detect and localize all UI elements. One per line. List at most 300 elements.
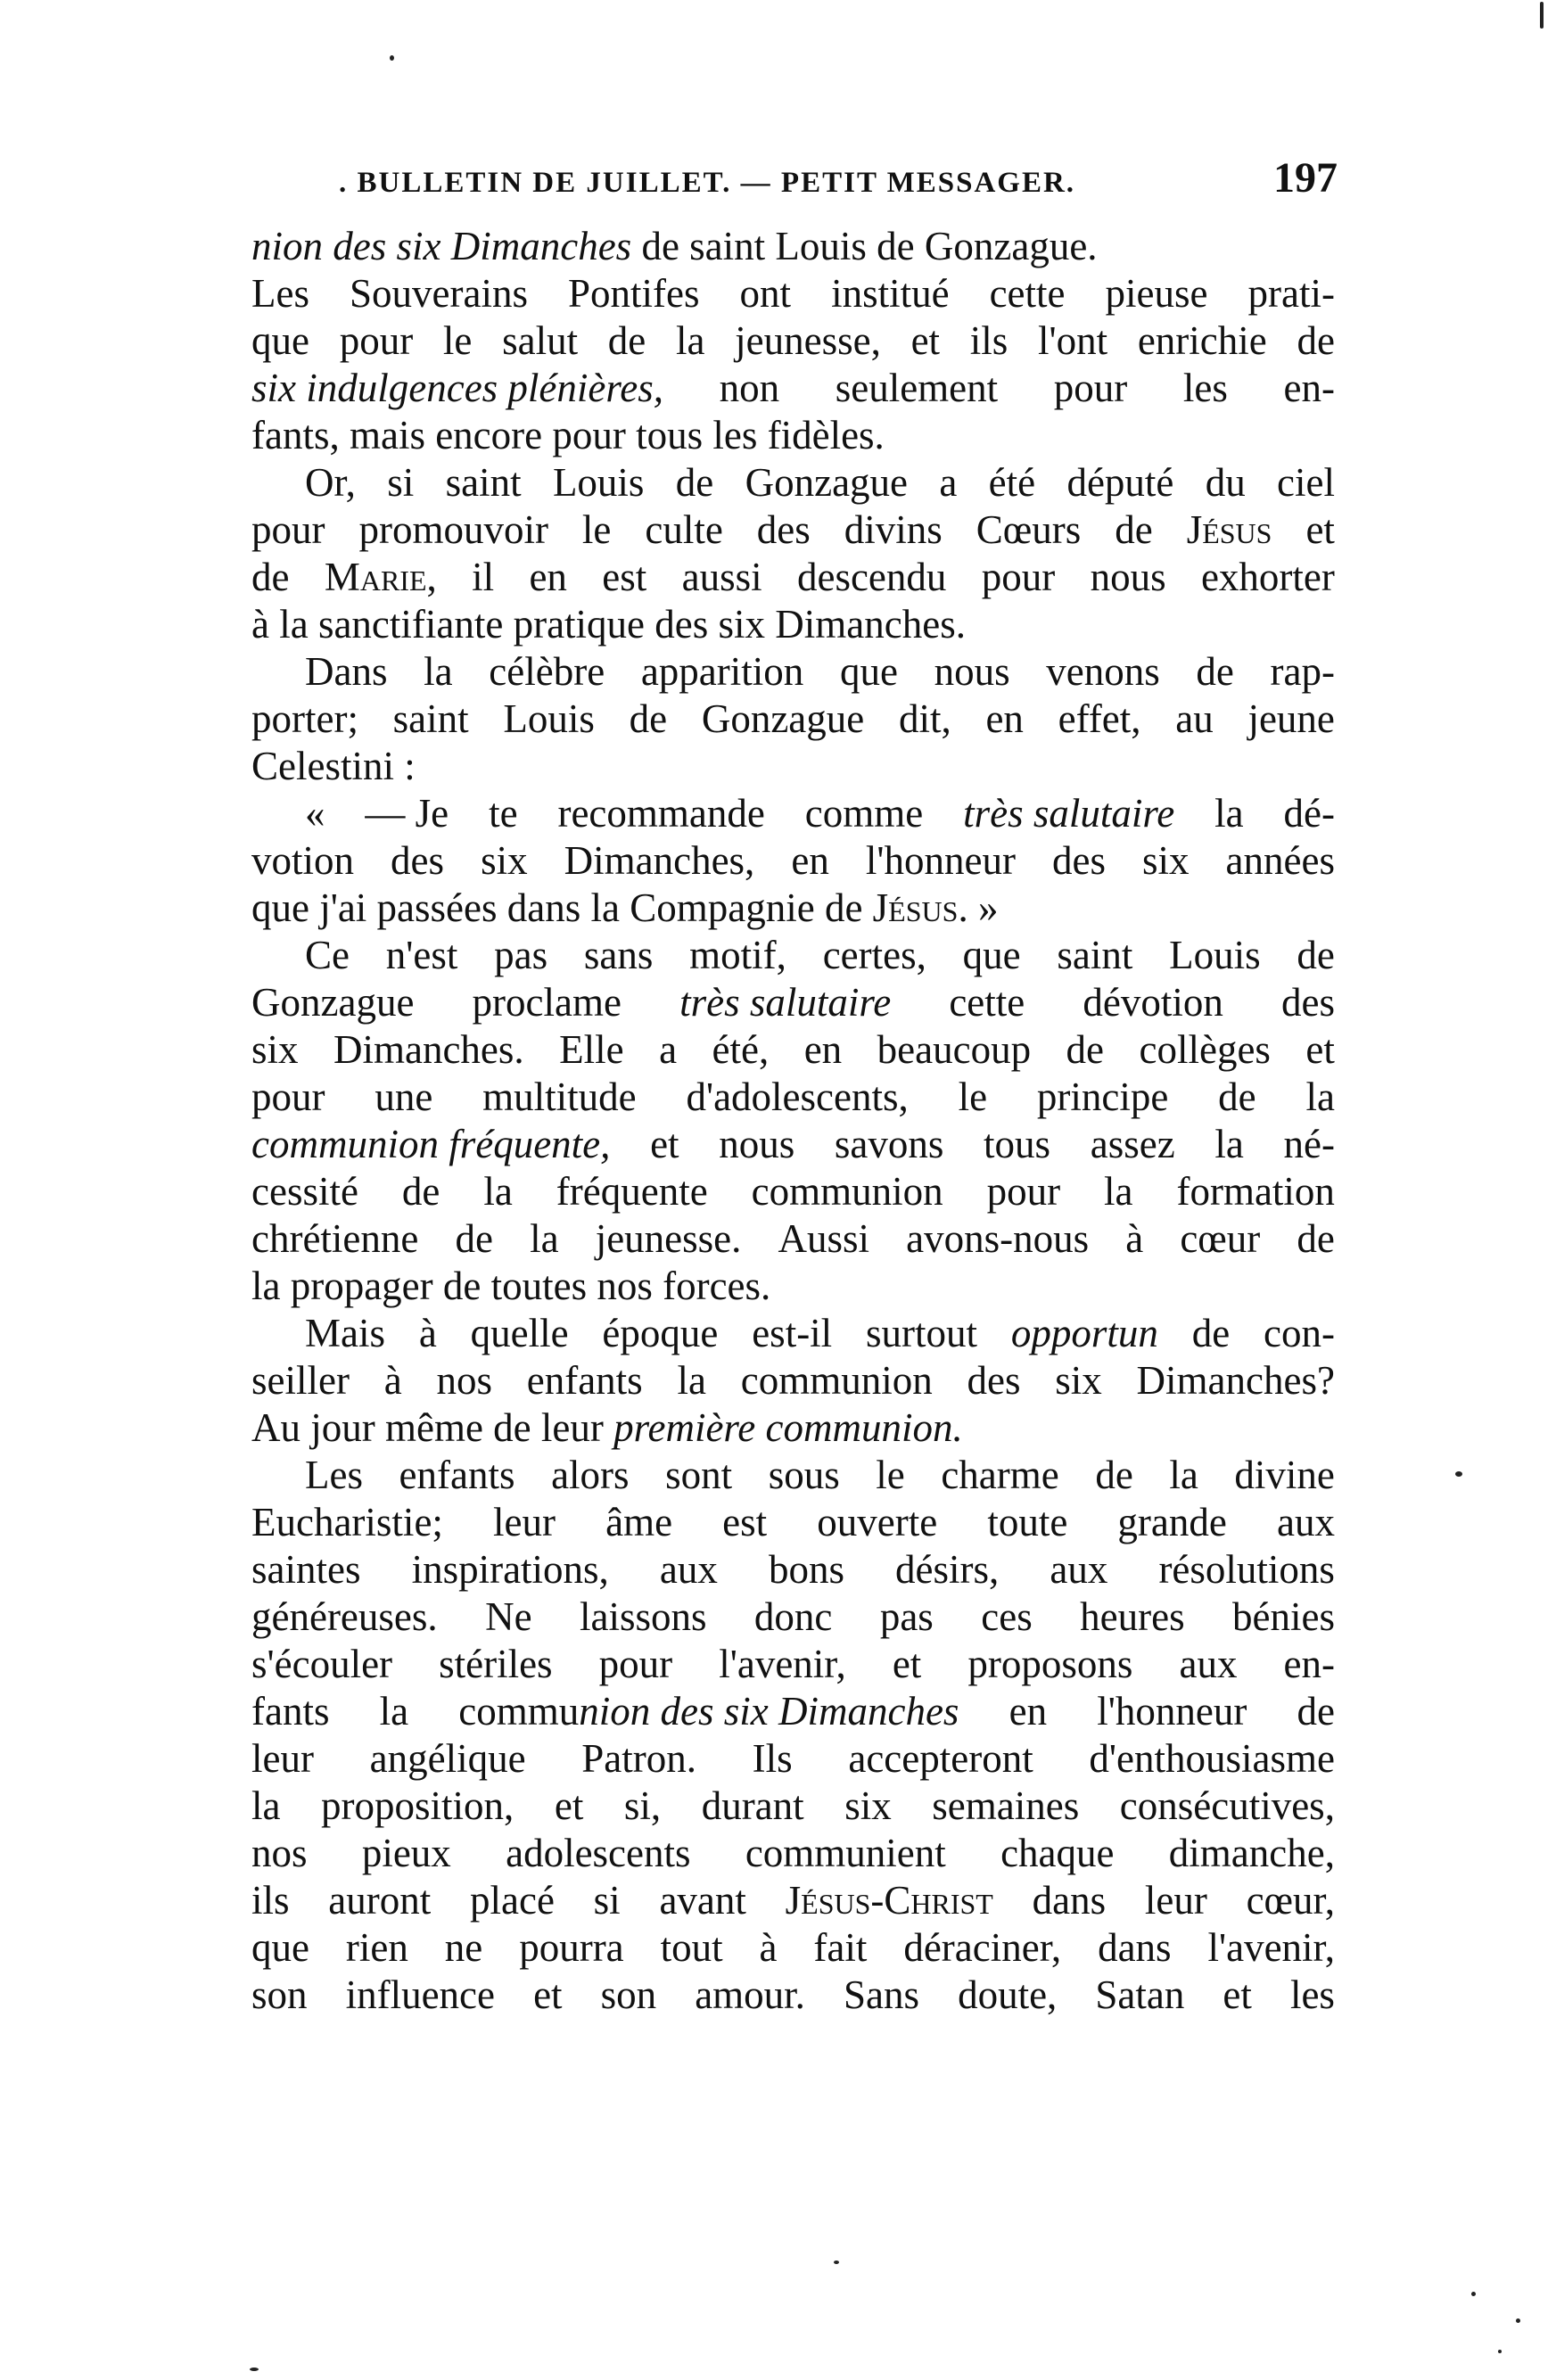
word: nos <box>251 1831 308 1875</box>
page-number: 197 <box>1273 154 1338 202</box>
word: dimanche, <box>1168 1831 1335 1875</box>
text-line <box>251 790 1335 837</box>
word: de <box>1196 649 1234 694</box>
word: la <box>379 1689 409 1734</box>
word: proposition, <box>321 1783 515 1828</box>
word: de <box>1066 1027 1105 1072</box>
word: célèbre <box>489 649 605 694</box>
text-line <box>251 837 1335 885</box>
text-line <box>251 648 1335 696</box>
word: fants <box>251 1689 330 1734</box>
word: si, <box>623 1783 662 1828</box>
word: dit, <box>898 696 951 741</box>
word: con- <box>1264 1311 1335 1355</box>
word: venons <box>1046 649 1160 694</box>
word: multitude <box>482 1075 637 1119</box>
word: son <box>600 1972 657 2017</box>
word: Sans <box>843 1972 919 2017</box>
word: nos <box>436 1358 492 1403</box>
word: désirs, <box>895 1547 1000 1592</box>
word: placé <box>470 1878 555 1923</box>
word: Satan <box>1095 1972 1185 2017</box>
word: tout <box>660 1925 723 1970</box>
word: en <box>529 555 567 599</box>
word: aux <box>1050 1547 1108 1592</box>
word: Patron. <box>581 1736 696 1781</box>
word: leur <box>493 1500 556 1544</box>
word: des <box>967 1358 1021 1403</box>
word: d'adolescents, <box>686 1075 909 1119</box>
word: principe <box>1036 1075 1169 1119</box>
word: nous <box>719 1122 795 1166</box>
word: de <box>1095 1453 1133 1497</box>
word: de <box>1218 1075 1256 1119</box>
word: formation <box>1176 1169 1335 1214</box>
word: tous <box>984 1122 1051 1166</box>
text-line <box>251 554 1335 601</box>
text-line <box>251 932 1335 979</box>
word: Gonzague <box>745 460 909 505</box>
word: avons-nous <box>906 1216 1090 1261</box>
word: du <box>1205 460 1246 505</box>
text-line <box>251 1877 1335 1924</box>
word: que <box>839 649 898 694</box>
word: le <box>581 507 612 552</box>
word: l'ont <box>1037 318 1108 363</box>
text-line <box>251 412 1335 459</box>
text-line <box>251 1641 1335 1688</box>
word: toute <box>987 1500 1068 1544</box>
word: de <box>401 1169 440 1214</box>
word: communient <box>745 1831 946 1875</box>
scan-speck <box>1471 2292 1476 2296</box>
word: comme <box>804 791 924 836</box>
word: à <box>418 1311 437 1355</box>
word: et <box>1305 1027 1335 1072</box>
word: six indulgences plénières, <box>251 366 663 410</box>
word: semaines <box>932 1783 1080 1828</box>
word: si <box>593 1878 621 1923</box>
word: déraciner, <box>903 1925 1062 1970</box>
word: communion <box>740 1358 933 1403</box>
word: la <box>251 1783 281 1828</box>
word: descendu <box>796 555 947 599</box>
text-line <box>251 1404 1335 1452</box>
word: ne <box>444 1925 483 1970</box>
word: âme <box>605 1500 673 1544</box>
word: à <box>759 1925 778 1970</box>
word: Dimanches, <box>564 838 755 883</box>
word: à <box>383 1358 402 1403</box>
word: donc <box>753 1594 833 1639</box>
word: Or, <box>305 460 356 505</box>
text-line <box>251 1783 1335 1830</box>
word: certes, <box>822 933 926 977</box>
word: fants, mais encore pour tous les fidèles. <box>251 413 885 457</box>
word: amour. <box>695 1972 805 2017</box>
word: six <box>844 1783 892 1828</box>
word: est-il <box>752 1311 833 1355</box>
word: exhorter <box>1200 555 1335 599</box>
word: à <box>1125 1216 1144 1261</box>
word: son <box>251 1972 308 2017</box>
word: auront <box>328 1878 432 1923</box>
word: stériles <box>439 1642 553 1686</box>
text-line <box>251 1357 1335 1404</box>
word: Ils <box>752 1736 793 1781</box>
word: dans <box>1032 1878 1107 1923</box>
word: époque <box>602 1311 719 1355</box>
word: des <box>756 507 811 552</box>
word: adolescents <box>506 1831 691 1875</box>
word: six <box>1055 1358 1102 1403</box>
word: de <box>607 318 646 363</box>
word: des <box>1051 838 1106 883</box>
word: ciel <box>1277 460 1335 505</box>
word: porter; <box>251 696 358 741</box>
word: rap- <box>1270 649 1335 694</box>
word: Dimanches. <box>333 1027 524 1072</box>
word: Pontifes <box>568 271 700 316</box>
word: Aussi <box>778 1216 870 1261</box>
word: enfants <box>526 1358 643 1403</box>
word: jeunesse. <box>595 1216 742 1261</box>
word: la <box>530 1216 559 1261</box>
word: non <box>719 366 780 410</box>
word: et <box>533 1972 563 2017</box>
word: influence <box>345 1972 495 2017</box>
word: Au jour même de leur première communion. <box>251 1405 963 1450</box>
word: de <box>251 555 290 599</box>
word: charme <box>941 1453 1059 1497</box>
text-line <box>251 1074 1335 1121</box>
word: de <box>1297 933 1335 977</box>
scan-speck <box>1498 2350 1502 2353</box>
word: en- <box>1283 366 1335 410</box>
word: durant <box>701 1783 804 1828</box>
word: « <box>305 791 325 836</box>
word: de <box>629 696 668 741</box>
word: de <box>455 1216 493 1261</box>
word: pas <box>879 1594 934 1639</box>
word: communion fréquente, <box>251 1122 611 1166</box>
body-text <box>251 223 1335 2019</box>
word: et <box>1223 1972 1252 2017</box>
word: ils <box>251 1878 290 1923</box>
word: pieuse <box>1105 271 1208 316</box>
word: Louis <box>552 460 645 505</box>
word: de <box>1297 1689 1335 1734</box>
word: la <box>1104 1169 1133 1214</box>
word: pourra <box>519 1925 624 1970</box>
word: une <box>375 1075 433 1119</box>
word: le <box>442 318 473 363</box>
word: Mais <box>305 1311 385 1355</box>
word: la <box>677 1358 706 1403</box>
text-line <box>251 459 1335 506</box>
text-line <box>251 1499 1335 1546</box>
word: en <box>1009 1689 1048 1734</box>
word: de <box>1191 1311 1231 1355</box>
word: et <box>1305 507 1335 552</box>
text-line <box>251 1121 1335 1168</box>
word: cette <box>949 980 1025 1025</box>
text-line <box>251 1972 1335 2019</box>
word: ces <box>981 1594 1033 1639</box>
word: la <box>1214 791 1244 836</box>
word: effet, <box>1058 696 1141 741</box>
word: en <box>985 696 1024 741</box>
word: la <box>483 1169 513 1214</box>
word: six <box>481 838 528 883</box>
word: leur <box>251 1736 314 1781</box>
word: motif, <box>689 933 786 977</box>
word: très salutaire <box>679 980 892 1025</box>
scan-speck <box>1516 2318 1520 2323</box>
word: Gonzague <box>701 696 865 741</box>
word: avant <box>659 1878 746 1923</box>
word: Jésus <box>1186 507 1272 552</box>
word: l'avenir, <box>719 1642 846 1686</box>
word: fait <box>813 1925 868 1970</box>
word: collèges <box>1139 1027 1271 1072</box>
word: l'avenir, <box>1207 1925 1335 1970</box>
word: des <box>1280 980 1335 1025</box>
text-line <box>251 1026 1335 1074</box>
word: opportun <box>1010 1311 1158 1355</box>
word: la <box>1214 1122 1244 1166</box>
word: nion des six Dimanches de saint Louis de Gonzague. <box>251 224 1098 268</box>
word: et <box>892 1642 922 1686</box>
word: inspirations, <box>411 1547 609 1592</box>
word: pas <box>494 933 548 977</box>
word: à la sanctifiante pratique des six Dimanches. <box>251 602 966 646</box>
word: et <box>650 1122 679 1166</box>
text-line <box>251 1215 1335 1263</box>
word: seiller <box>251 1358 350 1403</box>
word: ouverte <box>817 1500 938 1544</box>
word: apparition <box>640 649 804 694</box>
word: de <box>1115 507 1153 552</box>
text-line <box>251 979 1335 1026</box>
text-line <box>251 1546 1335 1594</box>
word: Les <box>251 271 309 316</box>
word: ils <box>969 318 1009 363</box>
word: que <box>962 933 1021 977</box>
word: Louis <box>503 696 595 741</box>
word: Eucharistie; <box>251 1500 443 1544</box>
text-line <box>251 743 1335 790</box>
word: si <box>387 460 415 505</box>
word: dévotion <box>1083 980 1223 1025</box>
word: de <box>1297 318 1335 363</box>
word: Ce <box>305 933 350 977</box>
word: né- <box>1283 1122 1335 1166</box>
word: sont <box>665 1453 733 1497</box>
word: la <box>424 649 453 694</box>
word: que <box>251 1925 309 1970</box>
word: saint <box>1057 933 1133 977</box>
word: Les <box>305 1453 363 1497</box>
scan-speck <box>1540 2 1544 29</box>
word: la propager de toutes nos forces. <box>251 1264 771 1308</box>
word: proclame <box>472 980 622 1025</box>
word: pour <box>1053 366 1128 410</box>
word: Dans <box>305 649 388 694</box>
word: accepteront <box>848 1736 1033 1781</box>
word: Gonzague <box>251 980 415 1025</box>
word: te <box>489 791 518 836</box>
text-line <box>251 1168 1335 1215</box>
scan-speck <box>1455 1471 1462 1477</box>
word: rien <box>345 1925 408 1970</box>
word: leur <box>1144 1878 1207 1923</box>
word: résolutions <box>1158 1547 1335 1592</box>
text-line <box>251 270 1335 317</box>
word: laissons <box>579 1594 707 1639</box>
word: cœur, <box>1246 1878 1335 1923</box>
word: six <box>1142 838 1190 883</box>
word: de <box>1297 1216 1335 1261</box>
word: doute, <box>958 1972 1058 2017</box>
word: saint <box>445 460 522 505</box>
word: aux <box>1276 1500 1335 1544</box>
word: les <box>1289 1972 1335 2017</box>
word: jeune <box>1247 696 1335 741</box>
word: votion <box>251 838 355 883</box>
word: cessité <box>251 1169 358 1214</box>
word: a <box>939 460 958 505</box>
word: fréquente <box>556 1169 708 1214</box>
word: nous <box>1090 555 1166 599</box>
running-title: . BULLETIN DE JUILLET. — PETIT MESSAGER. <box>339 167 1076 199</box>
word: promouvoir <box>358 507 548 552</box>
text-line <box>251 1594 1335 1641</box>
word: saint <box>392 696 469 741</box>
word: la <box>1169 1453 1198 1497</box>
word: d'enthousiasme <box>1089 1736 1335 1781</box>
text-line <box>251 1735 1335 1783</box>
text-line <box>251 1688 1335 1735</box>
text-line <box>251 1310 1335 1357</box>
word: six <box>251 1027 299 1072</box>
word: cœur <box>1180 1216 1261 1261</box>
word: le <box>876 1453 905 1497</box>
word: salut <box>502 318 579 363</box>
word: et <box>554 1783 584 1828</box>
text-line <box>251 1830 1335 1877</box>
word: pour <box>986 1169 1061 1214</box>
text-line <box>251 601 1335 648</box>
word: chaque <box>1000 1831 1115 1875</box>
word: la <box>1305 1075 1335 1119</box>
word: en <box>791 838 829 883</box>
word: nous <box>934 649 1010 694</box>
word: été, <box>712 1027 770 1072</box>
word: — Je <box>365 791 449 836</box>
word: est <box>722 1500 768 1544</box>
word: des <box>391 838 445 883</box>
word: jeunesse, <box>735 318 881 363</box>
text-line <box>251 1263 1335 1310</box>
text-line <box>251 317 1335 365</box>
word: cette <box>989 271 1066 316</box>
word: aussi <box>681 555 762 599</box>
word: proposons <box>967 1642 1133 1686</box>
word: la <box>675 318 705 363</box>
word: enrichie <box>1137 318 1267 363</box>
text-line <box>251 885 1335 932</box>
text-line <box>251 365 1335 412</box>
word: il <box>472 555 495 599</box>
word: quelle <box>470 1311 569 1355</box>
word: est <box>602 555 647 599</box>
word: au <box>1175 696 1214 741</box>
word: pour <box>251 1075 325 1119</box>
word: en <box>803 1027 843 1072</box>
word: consécutives, <box>1119 1783 1335 1828</box>
word: les <box>1182 366 1228 410</box>
word: Cœurs <box>976 507 1082 552</box>
word: seulement <box>835 366 999 410</box>
word: le <box>958 1075 988 1119</box>
word: alors <box>551 1453 630 1497</box>
text-line <box>251 1924 1335 1972</box>
word: l'honneur <box>865 838 1016 883</box>
word: Souverains <box>350 271 528 316</box>
word: Dimanches? <box>1136 1358 1335 1403</box>
word: divins <box>844 507 943 552</box>
word: communion des six Dimanches <box>458 1689 959 1734</box>
word: surtout <box>866 1311 978 1355</box>
word: sans <box>583 933 654 977</box>
word: de <box>675 460 714 505</box>
text-line <box>251 696 1335 743</box>
word: Celestini : <box>251 744 416 788</box>
word: prati- <box>1247 271 1335 316</box>
text-line <box>251 223 1335 270</box>
word: grande <box>1117 1500 1227 1544</box>
word: recommande <box>557 791 765 836</box>
scan-speck <box>834 2261 839 2264</box>
word: aux <box>659 1547 718 1592</box>
word: angélique <box>369 1736 526 1781</box>
word: saintes <box>251 1547 361 1592</box>
word: Elle <box>559 1027 624 1072</box>
word: Marie, <box>324 555 437 599</box>
word: savons <box>834 1122 944 1166</box>
word: bénies <box>1232 1594 1335 1639</box>
text-line <box>251 506 1335 554</box>
running-head <box>339 153 1338 207</box>
word: très salutaire <box>963 791 1175 836</box>
word: chrétienne <box>251 1216 419 1261</box>
word: bons <box>768 1547 844 1592</box>
word: divine <box>1234 1453 1335 1497</box>
word: pour <box>251 507 325 552</box>
word: ont <box>739 271 792 316</box>
word: s'écouler <box>251 1642 393 1686</box>
text-line <box>251 1452 1335 1499</box>
word: en- <box>1283 1642 1335 1686</box>
word: culte <box>645 507 723 552</box>
word: institué <box>831 271 950 316</box>
word: Jésus-Christ <box>785 1878 993 1923</box>
word: que j'ai passées dans la Compagnie de Jésus. » <box>251 885 999 930</box>
word: pieux <box>361 1831 451 1875</box>
word: n'est <box>385 933 458 977</box>
word: Louis <box>1169 933 1261 977</box>
